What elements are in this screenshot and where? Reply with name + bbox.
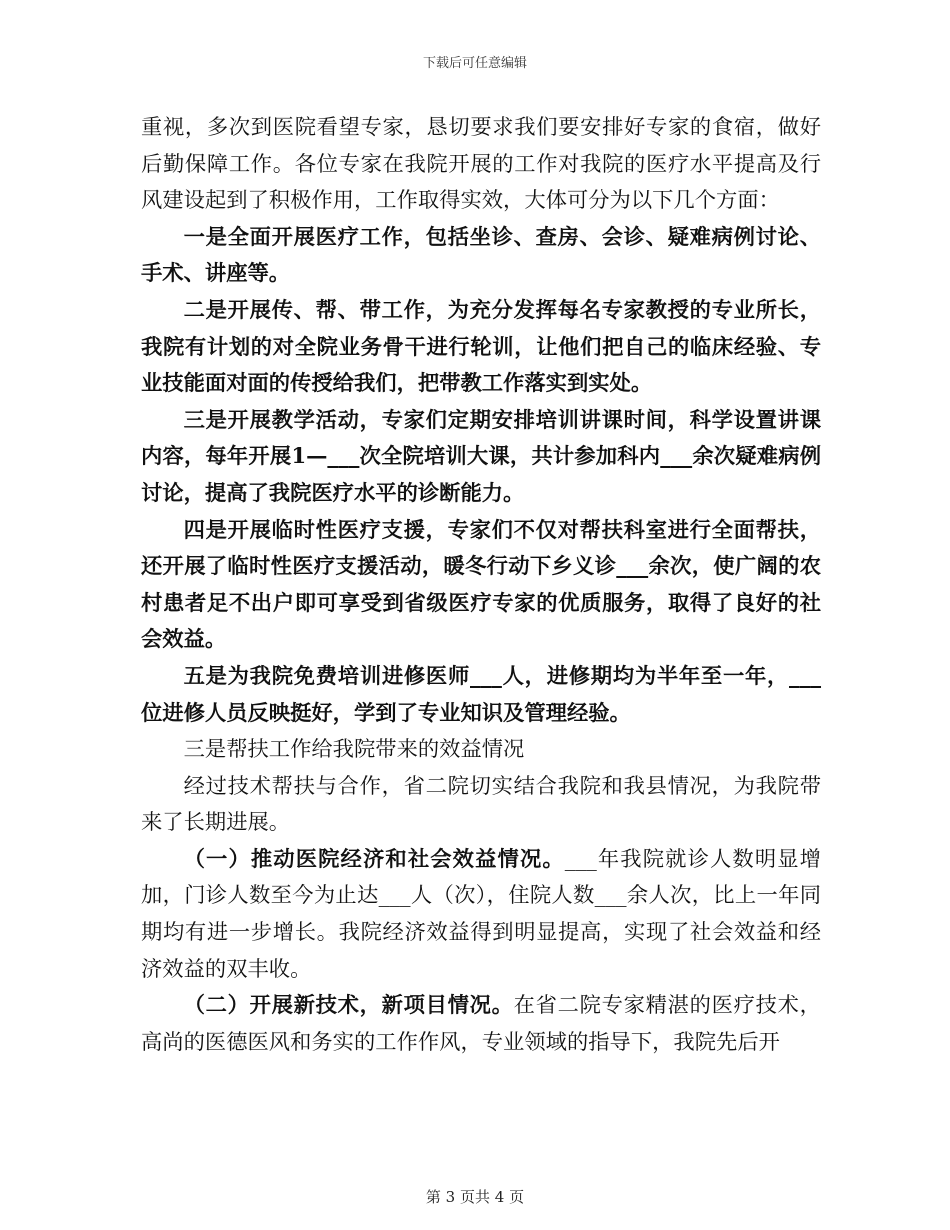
- paragraph-item-5: 五是为我院免费培训进修医师___人，进修期均为半年至一年，___位进修人员反映挺好，学到了专业知识及管理经验。: [141, 663, 821, 726]
- page-header: 下载后可任意编辑: [422, 56, 527, 71]
- subsection-1-text: ___年我院就诊人数明显增加，门诊人数至今为止达___人（次），住院人数___余人次，比上一年同期均有进一步增长。我院经济效益得到明显提高，实现了社会效益和经济效益的双丰收。: [141, 846, 821, 982]
- subsection-2-text: 在省二院专家精湛的医疗技术，高尚的医德医风和务实的工作作风，专业领域的指导下，我院先后开: [141, 993, 821, 1055]
- paragraph-subsection-1: [141, 842, 821, 988]
- document-body: [141, 110, 821, 1061]
- section-heading: 三是帮扶工作给我院带来的效益情况: [183, 737, 525, 763]
- paragraph-summary: 经过技术帮扶与合作，省二院切实结合我院和我县情况，为我院带来了长期进展。: [141, 773, 821, 836]
- subsection-1-lead: （一）推动医院经济和社会效益情况。: [183, 846, 565, 872]
- paragraph-intro: 重视，多次到医院看望专家，恳切要求我们要安排好专家的食宿，做好后勤保障工作。各位专家在我院开展的工作对我院的医疗水平提高及行风建设起到了积极作用，工作取得实效，大体可分为以下几个方面：: [141, 115, 821, 214]
- paragraph-subsection-2: [141, 988, 821, 1061]
- paragraph-item-4: 四是开展临时性医疗支援，专家们不仅对帮扶科室进行全面帮扶，还开展了临时性医疗支援活动，暖冬行动下乡义诊___余次，使广阔的农村患者足不出户即可享受到省级医疗专家的优质服务，取得了良好的社会效益。: [141, 517, 821, 653]
- paragraph-item-3: 三是开展教学活动，专家们定期安排培训讲课时间，科学设置讲课内容，每年开展1—___次全院培训大课，共计参加科内___余次疑难病例讨论，提高了我院医疗水平的诊断能力。: [141, 407, 821, 506]
- page-footer: 第 3 页共 4 页: [425, 1188, 525, 1206]
- paragraph-item-2: 二是开展传、帮、带工作，为充分发挥每名专家教授的专业所长，我院有计划的对全院业务骨干进行轮训，让他们把自己的临床经验、专业技能面对面的传授给我们，把带教工作落实到实处。: [141, 297, 821, 397]
- paragraph-item-1: 一是全面开展医疗工作，包括坐诊、查房、会诊、疑难病例讨论、手术、讲座等。: [141, 224, 821, 287]
- subsection-2-lead: （二）开展新技术，新项目情况。: [183, 993, 514, 1019]
